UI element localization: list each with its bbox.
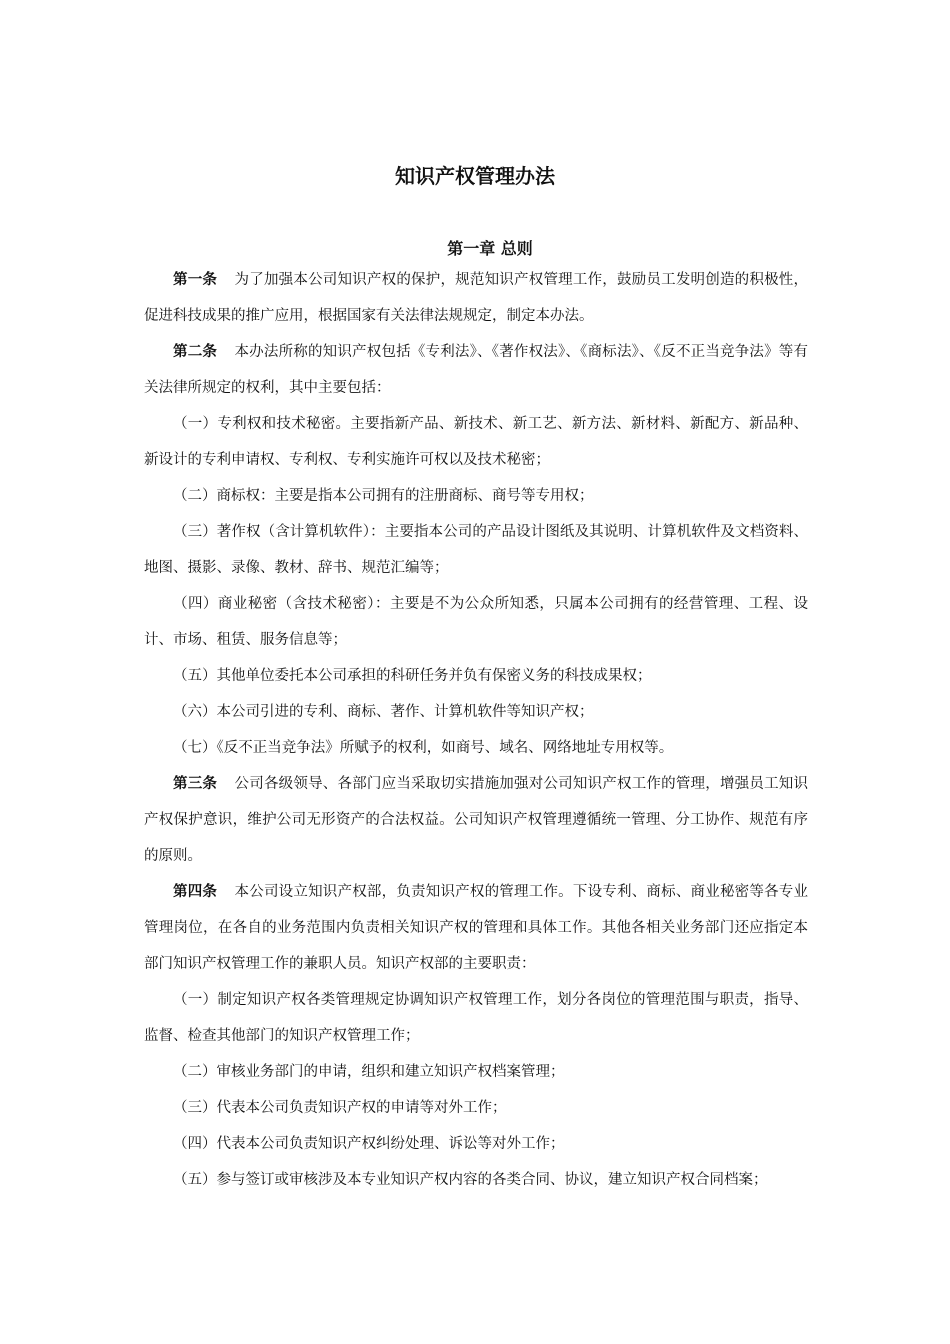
paragraph-text: （五）其他单位委托本公司承担的科研任务并负有保密义务的科技成果权； <box>173 668 652 684</box>
article-label: 第二条 <box>173 343 218 360</box>
article-2 <box>144 334 808 406</box>
paragraph-text: 本公司设立知识产权部，负责知识产权的管理工作。下设专利、商标、商业秘密等各专业管理岗位，在各自的业务范围内负责相关知识产权的管理和具体工作。其他各相关业务部门还应指定本部门知识产权管理工作的兼职人员。知识产权部的主要职责： <box>144 884 809 972</box>
list-item <box>144 1126 808 1162</box>
paragraph-text: （二）审核业务部门的申请，组织和建立知识产权档案管理； <box>173 1064 565 1080</box>
paragraph-text: （一）专利权和技术秘密。主要指新产品、新技术、新工艺、新方法、新材料、新配方、新品种、新设计的专利申请权、专利权、专利实施许可权以及技术秘密； <box>144 416 808 468</box>
list-item <box>144 982 808 1054</box>
article-1 <box>144 262 808 334</box>
list-item <box>144 514 808 586</box>
article-label: 第四条 <box>173 883 218 900</box>
chapter-heading: 第一章 总则 <box>447 239 533 258</box>
paragraph-text: （三）代表本公司负责知识产权的申请等对外工作； <box>173 1100 507 1116</box>
list-item <box>144 658 808 694</box>
list-item <box>144 586 808 658</box>
list-item <box>144 694 808 730</box>
article-label: 第一条 <box>173 271 218 288</box>
document-body <box>144 262 808 1198</box>
article-3 <box>144 766 808 874</box>
paragraph-text: 公司各级领导、各部门应当采取切实措施加强对公司知识产权工作的管理，增强员工知识产权保护意识，维护公司无形资产的合法权益。公司知识产权管理遵循统一管理、分工协作、规范有序的原则。 <box>144 776 809 864</box>
paragraph-text: （四）代表本公司负责知识产权纠纷处理、诉讼等对外工作； <box>173 1136 565 1152</box>
paragraph-text: （三）著作权（含计算机软件）：主要指本公司的产品设计图纸及其说明、计算机软件及文档资料、地图、摄影、录像、教材、辞书、规范汇编等； <box>144 524 808 576</box>
document-title: 知识产权管理办法 <box>395 164 555 188</box>
list-item <box>144 478 808 514</box>
paragraph-text: （一）制定知识产权各类管理规定协调知识产权管理工作，划分各岗位的管理范围与职责，指导、监督、检查其他部门的知识产权管理工作； <box>144 992 808 1044</box>
paragraph-text: 本办法所称的知识产权包括《专利法》、《著作权法》、《商标法》、《反不正当竞争法》等有关法律所规定的权利，其中主要包括： <box>144 344 809 396</box>
paragraph-text: 为了加强本公司知识产权的保护，规范知识产权管理工作，鼓励员工发明创造的积极性，促进科技成果的推广应用，根据国家有关法律法规规定，制定本办法。 <box>144 272 809 324</box>
list-item <box>144 1162 808 1198</box>
list-item <box>144 1054 808 1090</box>
paragraph-text: （四）商业秘密（含技术秘密）：主要是不为公众所知悉，只属本公司拥有的经营管理、工程、设计、市场、租赁、服务信息等； <box>144 596 808 648</box>
paragraph-text: （五）参与签订或审核涉及本专业知识产权内容的各类合同、协议，建立知识产权合同档案； <box>173 1172 768 1188</box>
paragraph-text: （六）本公司引进的专利、商标、著作、计算机软件等知识产权； <box>173 704 594 720</box>
article-label: 第三条 <box>173 775 218 792</box>
list-item <box>144 406 808 478</box>
list-item <box>144 1090 808 1126</box>
article-4 <box>144 874 808 982</box>
paragraph-text: （二）商标权：主要是指本公司拥有的注册商标、商号等专用权； <box>173 488 594 504</box>
paragraph-text: （七）《反不正当竞争法》所赋予的权利，如商号、域名、网络地址专用权等。 <box>173 740 674 756</box>
list-item <box>144 730 808 766</box>
